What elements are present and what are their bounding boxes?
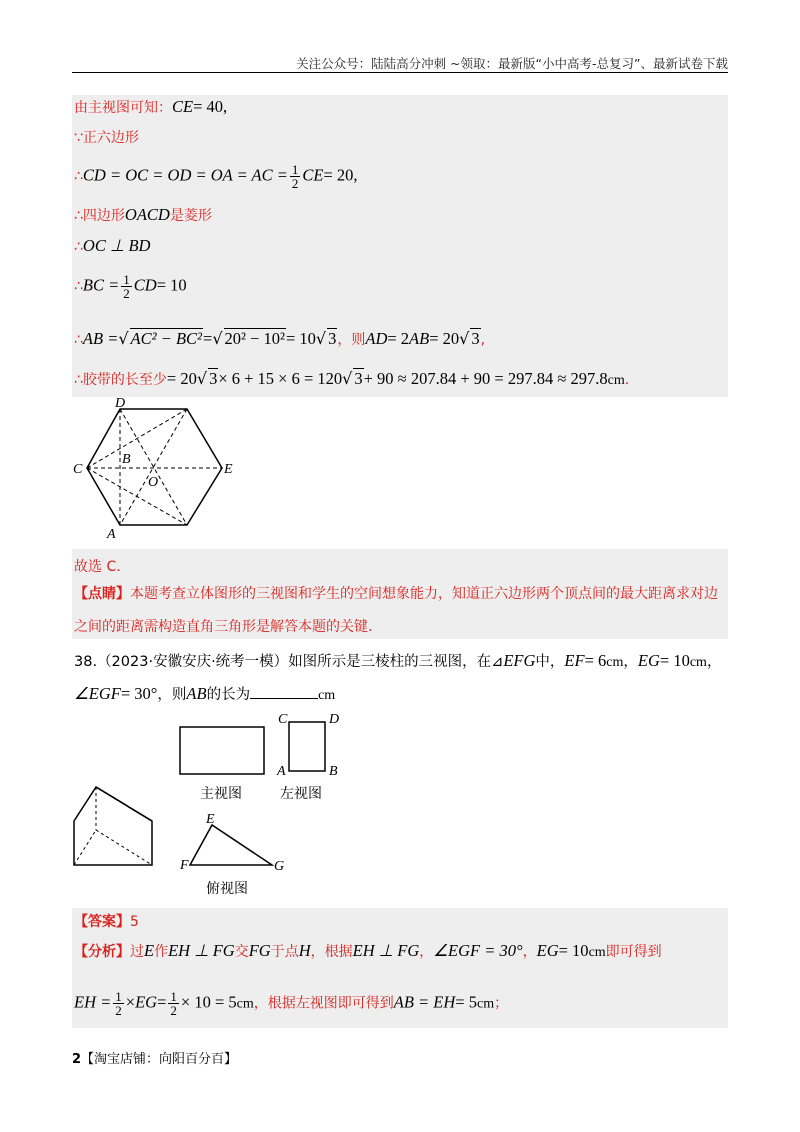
sol38-answer: 【答案】5	[74, 914, 139, 930]
q38-line2: ∠EGF= 30°，则AB的长为 cm	[74, 684, 336, 703]
sol37-line5: ∴OC ⊥ BD	[74, 236, 151, 255]
sol38-analysis-1: 【分析】过E作EH ⊥ FG交FG于点H，根据EH ⊥ FG，∠EGF = 30°，EG= 10cm即可得到	[74, 941, 662, 960]
top-view-triangle	[190, 825, 272, 865]
sol38-analysis-2: EH = $\frac{1}{2}$ ×EG= $\frac{1}{2}$ × 10 = 5cm，根据左视图即可得到AB = EH= 5cm；	[74, 989, 509, 1018]
left-view-label: 左视图	[280, 787, 322, 802]
sol37-line8: ∴胶带的长至少= 20√ 3× 6 + 15 × 6 = 120√ 3+ 90 ≈ 207.84 + 90 = 297.84 ≈ 297.8cm.	[74, 369, 630, 388]
svg-text:F: F	[180, 858, 189, 873]
label-A: A	[107, 527, 116, 539]
label-C: C	[73, 462, 83, 477]
svg-text:C: C	[278, 712, 288, 727]
svg-text:D: D	[329, 712, 340, 727]
svg-text:G: G	[274, 859, 285, 874]
front-view-label: 主视图	[200, 787, 242, 802]
label-E: E	[224, 462, 233, 477]
top-view-label: 俯视图	[206, 882, 248, 897]
sol37-line3: ∴CD = OC = OD = OA = AC = $\frac{1}{2}$ CE= 20,	[74, 162, 358, 191]
sol37-line4: ∴四边形OACD是菱形	[74, 205, 212, 224]
page-header: 关注公众号：陆陆高分冲刺 ~领取：最新版“小中高考-总复习”、最新试卷下载	[296, 56, 728, 71]
prism-drawing	[74, 787, 152, 865]
sol37-answer: 故选 C.	[74, 559, 121, 575]
svg-text:B: B	[329, 764, 338, 779]
label-B: B	[122, 452, 131, 467]
solution-box-37	[72, 95, 728, 397]
page-footer	[72, 1048, 237, 1067]
svg-text:E: E	[206, 812, 215, 827]
page-number: 2	[72, 1052, 82, 1067]
label-O: O	[148, 475, 159, 490]
sol37-line1: 由主视图可知：CE= 40,	[74, 97, 228, 116]
hexagon-figure	[72, 397, 235, 539]
sol37-comment: 【点睛】本题考查立体图形的三视图和学生的空间想象能力，知道正六边形两个顶点间的最大距离求对边之间的距离需构造直角三角形是解答本题的关键.	[74, 586, 718, 635]
left-view-rect	[289, 722, 325, 771]
sol37-line6: ∴BC = $\frac{1}{2}$ CD= 10	[74, 272, 187, 301]
answer-blank[interactable]	[250, 684, 318, 699]
sol37-line7: ∴AB =√ AC² − BC²=√ 20² − 10²= 10√ 3，则AD= 2AB= 20√ 3,	[74, 329, 486, 348]
three-view-figure	[66, 705, 356, 905]
label-D: D	[115, 397, 126, 411]
front-view-rect	[180, 727, 264, 774]
svg-text:A: A	[277, 764, 286, 779]
sol37-line2: ∵正六边形	[74, 130, 139, 146]
header-rule	[72, 72, 728, 73]
shop-label: 【淘宝店铺：向阳百分百】	[81, 1052, 238, 1067]
q38-line1: 38.（2023·安徽安庆·统考一模）如图所示是三棱柱的三视图，在⊿EFG中，EF= 6cm，EG= 10cm，	[74, 651, 722, 670]
